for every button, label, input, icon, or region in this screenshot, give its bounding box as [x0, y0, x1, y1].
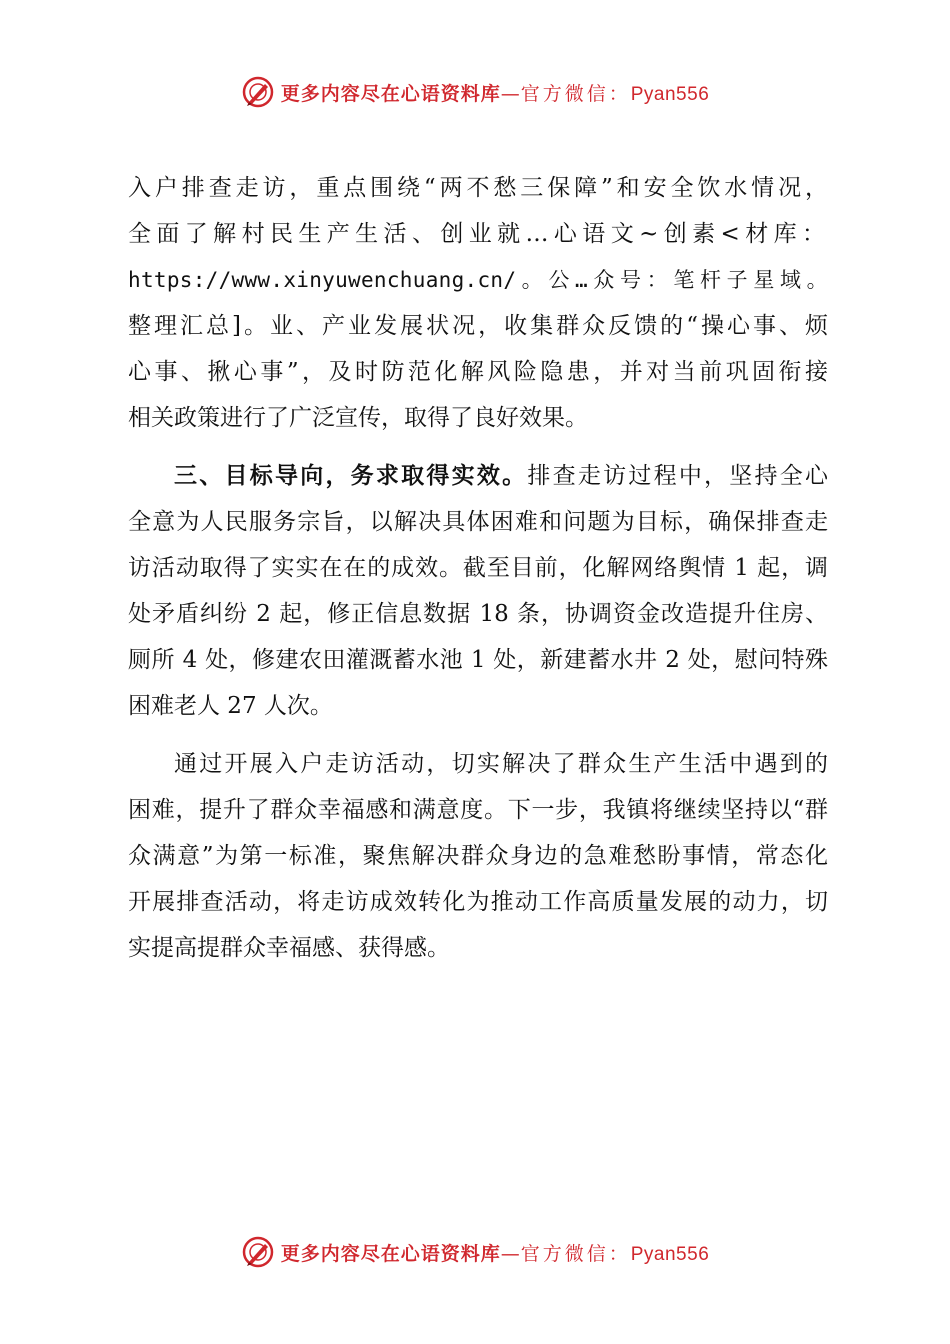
paragraph-line: https://www.xinyuwenchuang.cn/。公…众号：笔杆子星域。	[128, 268, 828, 292]
paragraph-line: 相关政策进行了广泛宣传，取得了良好效果。	[128, 405, 588, 431]
paragraph-line: 众满意”为第一标准，聚焦解决群众身边的急难愁盼事情，常态化	[128, 843, 828, 869]
wechat-label: 官方微信：	[520, 82, 631, 105]
watermark-text: 更多内容尽在心语资料库	[280, 1242, 501, 1265]
paragraph-line: 入户排查走访，重点围绕“两不愁三保障”和安全饮水情况，	[128, 175, 828, 201]
pen-logo-icon	[241, 75, 275, 109]
wechat-label: 官方微信：	[520, 1242, 631, 1265]
header-watermark	[0, 72, 950, 112]
paragraph-1	[128, 165, 828, 441]
paragraph-3	[128, 741, 828, 971]
paragraph-2	[128, 453, 828, 729]
paragraph-line: 访活动取得了实实在在的成效。截至目前，化解网络舆情 1 起，调	[128, 555, 828, 581]
watermark-separator: —	[500, 82, 521, 105]
paragraph-line: 厕所 4 处，修建农田灌溉蓄水池 1 处，新建蓄水井 2 处，慰问特殊	[128, 647, 828, 673]
paragraph-line: 开展排查活动，将走访成效转化为推动工作高质量发展的动力，切	[128, 889, 828, 915]
paragraph-line: 心事、揪心事”，及时防范化解风险隐患，并对当前巩固衔接	[128, 359, 828, 385]
paragraph-line	[128, 453, 828, 499]
paragraph-line: 全面了解村民生产生活、创业就…心语文~创素<材库：	[128, 221, 828, 247]
paragraph-line: 通过开展入户走访活动，切实解决了群众生产生活中遇到的	[174, 751, 828, 777]
paragraph-line: 整理汇总]。业、产业发展状况，收集群众反馈的“操心事、烦	[128, 313, 828, 339]
watermark-separator: —	[500, 1242, 521, 1265]
paragraph-text: 排查走访过程中，坚持全心	[527, 463, 829, 489]
paragraph-line: 实提高提群众幸福感、获得感。	[128, 935, 450, 961]
pen-logo-icon	[241, 1235, 275, 1269]
wechat-id: Pyan556	[630, 83, 710, 105]
paragraph-line: 困难老人 27 人次。	[128, 693, 333, 719]
document-body	[128, 165, 828, 971]
footer-watermark	[0, 1232, 950, 1272]
paragraph-line: 全意为人民服务宗旨，以解决具体困难和问题为目标，确保排查走	[128, 509, 828, 535]
watermark-text: 更多内容尽在心语资料库	[280, 82, 501, 105]
paragraph-line: 处矛盾纠纷 2 起，修正信息数据 18 条，协调资金改造提升住房、	[128, 601, 828, 627]
section-heading: 三、目标导向，务求取得实效。	[174, 462, 528, 489]
wechat-id: Pyan556	[630, 1243, 710, 1265]
paragraph-line: 困难，提升了群众幸福感和满意度。下一步，我镇将继续坚持以“群	[128, 797, 828, 823]
